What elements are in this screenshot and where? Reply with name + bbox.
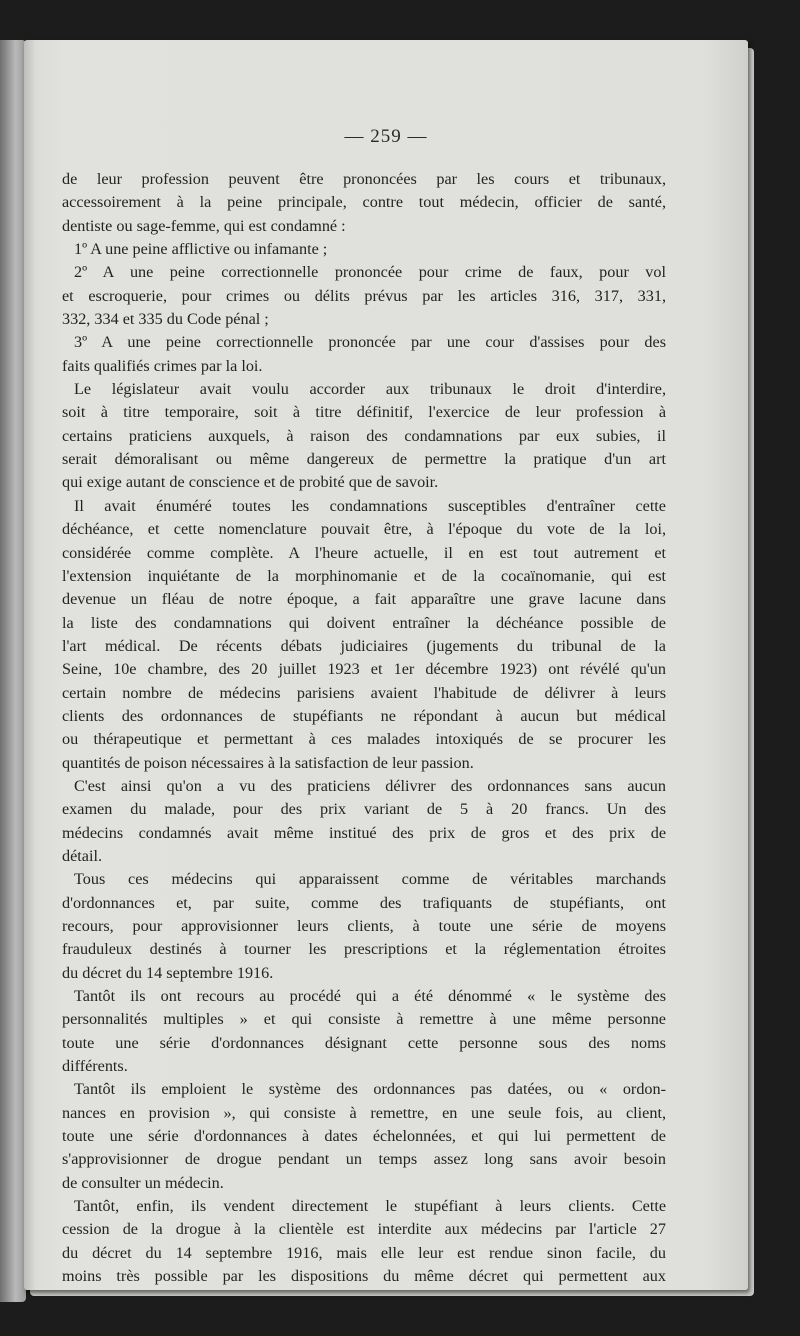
- text-line: Le législateur avait voulu accorder aux tribunaux le droit d'interdire,: [74, 380, 666, 399]
- text-line: qui exige autant de conscience et de probité que de savoir.: [62, 473, 439, 492]
- text-line: examen du malade, pour des prix variant de 5 à 20 francs. Un des: [62, 800, 666, 819]
- text-line: 3º A une peine correctionnelle prononcée par une cour d'assises pour des: [74, 333, 666, 352]
- text-line: moins très possible par les dispositions du même décret qui permettent aux: [62, 1267, 666, 1286]
- text-line: déchéance, et cette nomenclature pouvait être, à l'époque du vote de la loi,: [62, 520, 666, 539]
- text-line: Tous ces médecins qui apparaissent comme de véritables marchands: [74, 870, 666, 889]
- text-line: accessoirement à la peine principale, contre tout médecin, officier de santé,: [62, 193, 666, 212]
- text-line: l'art médical. De récents débats judiciaires (jugements du tribunal de la: [62, 636, 666, 655]
- text-line: C'est ainsi qu'on a vu des praticiens délivrer des ordonnances sans aucun: [74, 776, 666, 795]
- text-line: du décret du 14 septembre 1916, mais elle leur est rendue sinon facile, du: [62, 1243, 666, 1262]
- text-line: considérée comme complète. A l'heure actuelle, il en est tout autrement et: [62, 543, 666, 562]
- text-line: certain nombre de médecins parisiens avaient l'habitude de délivrer à leurs: [62, 683, 666, 702]
- text-line: toute une série d'ordonnances à dates échelonnées, et qui lui permettent de: [62, 1127, 666, 1146]
- text-line: soit à titre temporaire, soit à titre définitif, l'exercice de leur profession à: [62, 403, 666, 422]
- text-line: quantités de poison nécessaires à la satisfaction de leur passion.: [62, 753, 474, 772]
- book-page: [24, 40, 748, 1290]
- facing-page-edge: [0, 40, 26, 1302]
- text-line: médecins condamnés avait même institué des prix de gros et des prix de: [62, 823, 666, 842]
- text-line: de leur profession peuvent être prononcées par les cours et tribunaux,: [62, 170, 666, 188]
- text-line: clients des ordonnances de stupéfiants ne répondant à aucun but médical: [62, 706, 666, 725]
- text-line: personnalités multiples » et qui consiste à remettre à une même personne: [62, 1010, 666, 1029]
- text-line: 332, 334 et 335 du Code pénal ;: [62, 310, 269, 329]
- text-line: et escroquerie, pour crimes ou délits prévus par les articles 316, 317, 331,: [62, 286, 666, 305]
- body-text: [62, 168, 666, 1289]
- text-line: la liste des condamnations qui doivent entraîner la déchéance possible de: [62, 613, 666, 632]
- text-line: nances en provision », qui consiste à remettre, en une seule fois, au client,: [62, 1103, 666, 1122]
- text-line: différents.: [62, 1057, 128, 1076]
- text-line: de consulter un médecin.: [62, 1173, 224, 1192]
- text-line: toute une série d'ordonnances désignant cette personne sous des noms: [62, 1033, 666, 1052]
- text-line: dentiste ou sage-femme, qui est condamné :: [62, 216, 346, 235]
- text-line: 1º A une peine afflictive ou infamante ;: [74, 240, 328, 259]
- text-line: détail.: [62, 846, 103, 865]
- text-line: Tantôt ils ont recours au procédé qui a été dénommé « le système des: [74, 987, 666, 1006]
- page-number: — 259 —: [344, 126, 428, 147]
- text-line: Il avait énuméré toutes les condamnations susceptibles d'entraîner cette: [74, 496, 666, 515]
- text-line: ou thérapeutique et permettant à ces malades intoxiqués de se procurer les: [62, 730, 666, 749]
- text-line: recours, pour approvisionner leurs clients, à toute une série de moyens: [62, 917, 666, 935]
- text-line: Tantôt ils emploient le système des ordonnances pas datées, ou « ordon-: [74, 1080, 666, 1099]
- text-line: faits qualifiés crimes par la loi.: [62, 356, 263, 375]
- text-line: 2º A une peine correctionnelle prononcée pour crime de faux, pour vol: [74, 263, 666, 282]
- text-line: l'extension inquiétante de la morphinomanie et de la cocaïnomanie, qui est: [62, 566, 666, 585]
- text-line: Seine, 10e chambre, des 20 juillet 1923 et 1er décembre 1923) ont révélé qu'un: [62, 660, 666, 679]
- text-line: du décret du 14 septembre 1916.: [62, 963, 274, 982]
- text-line: cession de la drogue à la clientèle est interdite aux médecins par l'article 27: [62, 1220, 666, 1239]
- text-line: serait démoralisant ou même dangereux de permettre la pratique d'un art: [62, 450, 666, 469]
- text-line: devenue un fléau de notre époque, a fait apparaître une grave lacune dans: [62, 590, 666, 609]
- text-line: frauduleux destinés à tourner les prescriptions et la réglementation étroites: [62, 940, 666, 959]
- text-line: s'approvisionner de drogue pendant un temps assez long sans avoir besoin: [62, 1150, 666, 1169]
- text-line: Tantôt, enfin, ils vendent directement le stupéfiant à leurs clients. Cette: [74, 1197, 666, 1216]
- text-line: d'ordonnances et, par suite, comme des trafiquants de stupéfiants, ont: [62, 893, 666, 912]
- text-line: certains praticiens auxquels, à raison des condamnations par eux subies, il: [62, 426, 666, 445]
